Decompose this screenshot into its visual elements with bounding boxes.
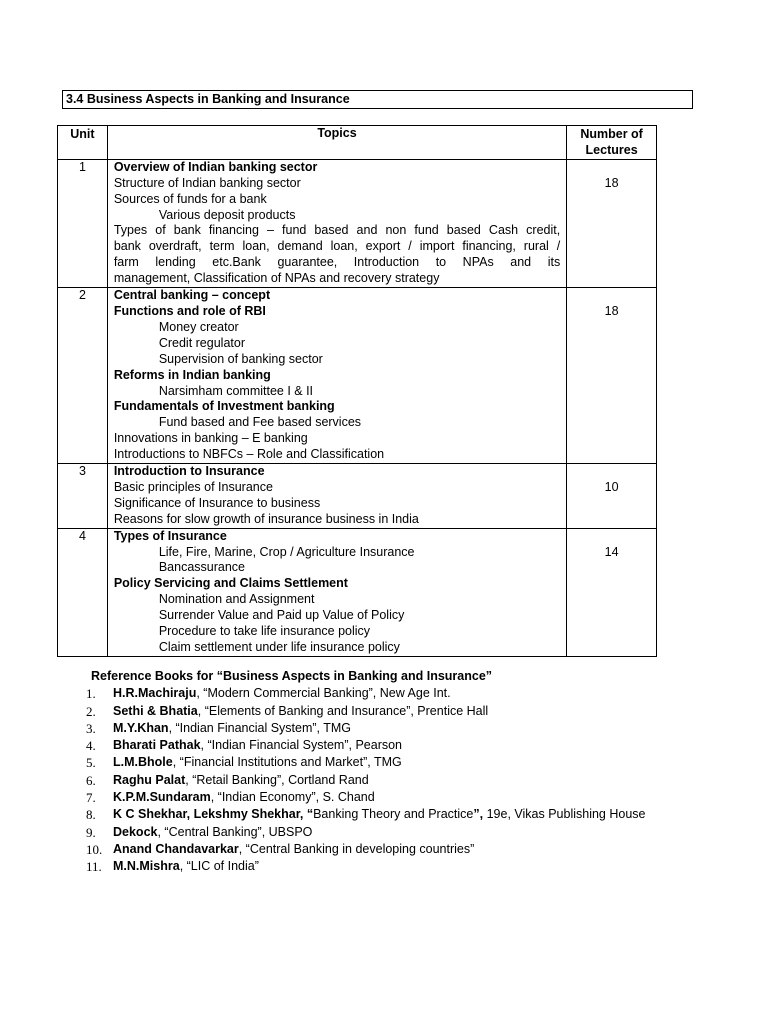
reference-number: 3. (86, 720, 96, 736)
topic-line: management, Classification of NPAs and recovery strategy (113, 271, 440, 286)
reference-number: 2. (86, 703, 96, 719)
topic-line: Narsimham committee I & II (158, 383, 314, 398)
list-item (86, 720, 686, 737)
list-item (86, 824, 686, 841)
lectures-cell (567, 528, 657, 656)
references-title: Reference Books for “Business Aspects in Banking and Insurance” (91, 669, 493, 683)
lecture-count: 18 (604, 304, 619, 319)
reference-number: 6. (86, 772, 96, 788)
topic-heading: Reforms in Indian banking (113, 367, 271, 382)
list-item (86, 806, 686, 823)
topic-line: Claim settlement under life insurance policy (158, 640, 400, 654)
topic-heading: Functions and role of RBI (113, 303, 266, 318)
topic-line: Reasons for slow growth of insurance business in India (113, 511, 419, 526)
reference-detail: , “Central Banking”, UBSPO (157, 824, 313, 839)
reference-author: H.R.Machiraju (113, 686, 197, 701)
list-item (86, 772, 686, 789)
table-row (58, 159, 657, 287)
topics-cell (107, 528, 566, 656)
topic-line: Supervision of banking sector (158, 351, 323, 366)
reference-number: 7. (86, 790, 96, 806)
lectures-cell (567, 288, 657, 464)
topic-line: Types of bank financing – fund based and non fund based Cash credit, (113, 223, 561, 238)
reference-detail: Banking Theory and Practice (313, 807, 474, 822)
reference-author: Sethi & Bhatia (113, 703, 198, 718)
topic-line: Credit regulator (158, 335, 245, 350)
reference-detail: , “Indian Financial System”, Pearson (200, 738, 403, 753)
references-list (86, 685, 686, 875)
reference-detail: , “Retail Banking”, Cortland Rand (185, 772, 369, 787)
list-item (86, 685, 686, 702)
reference-detail: 19e, Vikas Publishing House (483, 807, 646, 822)
lectures-cell (567, 464, 657, 529)
list-item (86, 789, 686, 806)
lectures-cell (567, 159, 657, 287)
topic-line: Life, Fire, Marine, Crop / Agriculture Insurance (158, 544, 415, 559)
unit-cell (58, 288, 108, 464)
reference-detail: , “Modern Commercial Banking”, New Age Int. (196, 686, 451, 701)
topic-heading: Fundamentals of Investment banking (113, 399, 335, 414)
unit-cell (58, 464, 108, 529)
topic-heading: Types of Insurance (113, 528, 227, 543)
topic-line: Fund based and Fee based services (158, 415, 362, 430)
reference-detail: , “Central Banking in developing countries” (238, 841, 475, 856)
unit-number: 2 (78, 288, 86, 303)
topic-line: Nomination and Assignment (158, 592, 315, 607)
table-header-row (58, 126, 657, 160)
topic-line: Money creator (158, 319, 239, 334)
unit-number: 4 (78, 528, 86, 543)
reference-author: Raghu Palat (113, 772, 186, 787)
reference-number: 9. (86, 824, 96, 840)
topics-cell (107, 288, 566, 464)
reference-number: 1. (86, 686, 96, 702)
table-row (58, 528, 657, 656)
topic-line: Sources of funds for a bank (113, 191, 267, 206)
topic-line: Introductions to NBFCs – Role and Classification (113, 447, 385, 462)
topic-line: Innovations in banking – E banking (113, 431, 308, 446)
topic-line: Surrender Value and Paid up Value of Policy (158, 608, 405, 623)
list-item (86, 841, 686, 858)
list-item (86, 858, 686, 875)
reference-number: 4. (86, 738, 96, 754)
table-body (58, 159, 657, 656)
topic-line: farm lending etc.Bank guarantee, Introduction to NPAs and its (113, 255, 561, 270)
reference-detail: , “Indian Financial System”, TMG (168, 720, 352, 735)
header-unit: Unit (58, 126, 108, 160)
topic-line: Various deposit products (158, 207, 296, 222)
topics-cell (107, 464, 566, 529)
reference-number: 8. (86, 807, 96, 823)
reference-detail: , “LIC of India” (179, 859, 259, 874)
lecture-count: 10 (604, 480, 619, 495)
reference-author: L.M.Bhole (113, 755, 173, 770)
table-row (58, 288, 657, 464)
reference-author: Bharati Pathak (113, 738, 201, 753)
topic-heading: Central banking – concept (113, 288, 271, 303)
topic-heading: Introduction to Insurance (113, 464, 265, 479)
reference-detail: , “Elements of Banking and Insurance”, Prentice Hall (197, 703, 489, 718)
reference-punctuation: ”, (473, 807, 484, 822)
reference-author: Dekock (113, 824, 158, 839)
table-row (58, 464, 657, 529)
reference-detail: , “Financial Institutions and Market”, TMG (172, 755, 402, 770)
lecture-count: 14 (604, 544, 619, 559)
topic-line: Procedure to take life insurance policy (158, 624, 371, 639)
header-topics: Topics (107, 126, 566, 160)
topic-line: Basic principles of Insurance (113, 479, 273, 494)
topic-line: Structure of Indian banking sector (113, 175, 301, 190)
reference-author: K C Shekhar, Lekshmy Shekhar, “ (113, 807, 314, 822)
list-item (86, 703, 686, 720)
topics-cell (107, 159, 566, 287)
topic-line: bank overdraft, term loan, demand loan, export / import financing, rural / (113, 239, 561, 254)
topic-line: Significance of Insurance to business (113, 495, 321, 510)
reference-books (86, 668, 686, 876)
reference-number: 10. (86, 841, 103, 857)
header-lectures: Number of Lectures (567, 126, 657, 160)
topic-line: Bancassurance (158, 560, 245, 575)
syllabus-table (57, 125, 657, 657)
reference-author: K.P.M.Sundaram (113, 790, 211, 805)
topic-heading: Overview of Indian banking sector (113, 159, 318, 174)
reference-number: 5. (86, 755, 96, 771)
list-item (86, 737, 686, 754)
reference-author: Anand Chandavarkar (113, 841, 239, 856)
unit-number: 3 (78, 464, 86, 479)
section-title: 3.4 Business Aspects in Banking and Insurance (62, 90, 693, 109)
unit-cell (58, 159, 108, 287)
topic-heading: Policy Servicing and Claims Settlement (113, 576, 348, 591)
reference-detail: , “Indian Economy”, S. Chand (210, 790, 375, 805)
reference-number: 11. (86, 859, 102, 875)
reference-author: M.N.Mishra (113, 859, 180, 874)
list-item (86, 754, 686, 771)
lecture-count: 18 (604, 175, 619, 190)
unit-cell (58, 528, 108, 656)
unit-number: 1 (78, 159, 86, 174)
reference-author: M.Y.Khan (113, 720, 169, 735)
